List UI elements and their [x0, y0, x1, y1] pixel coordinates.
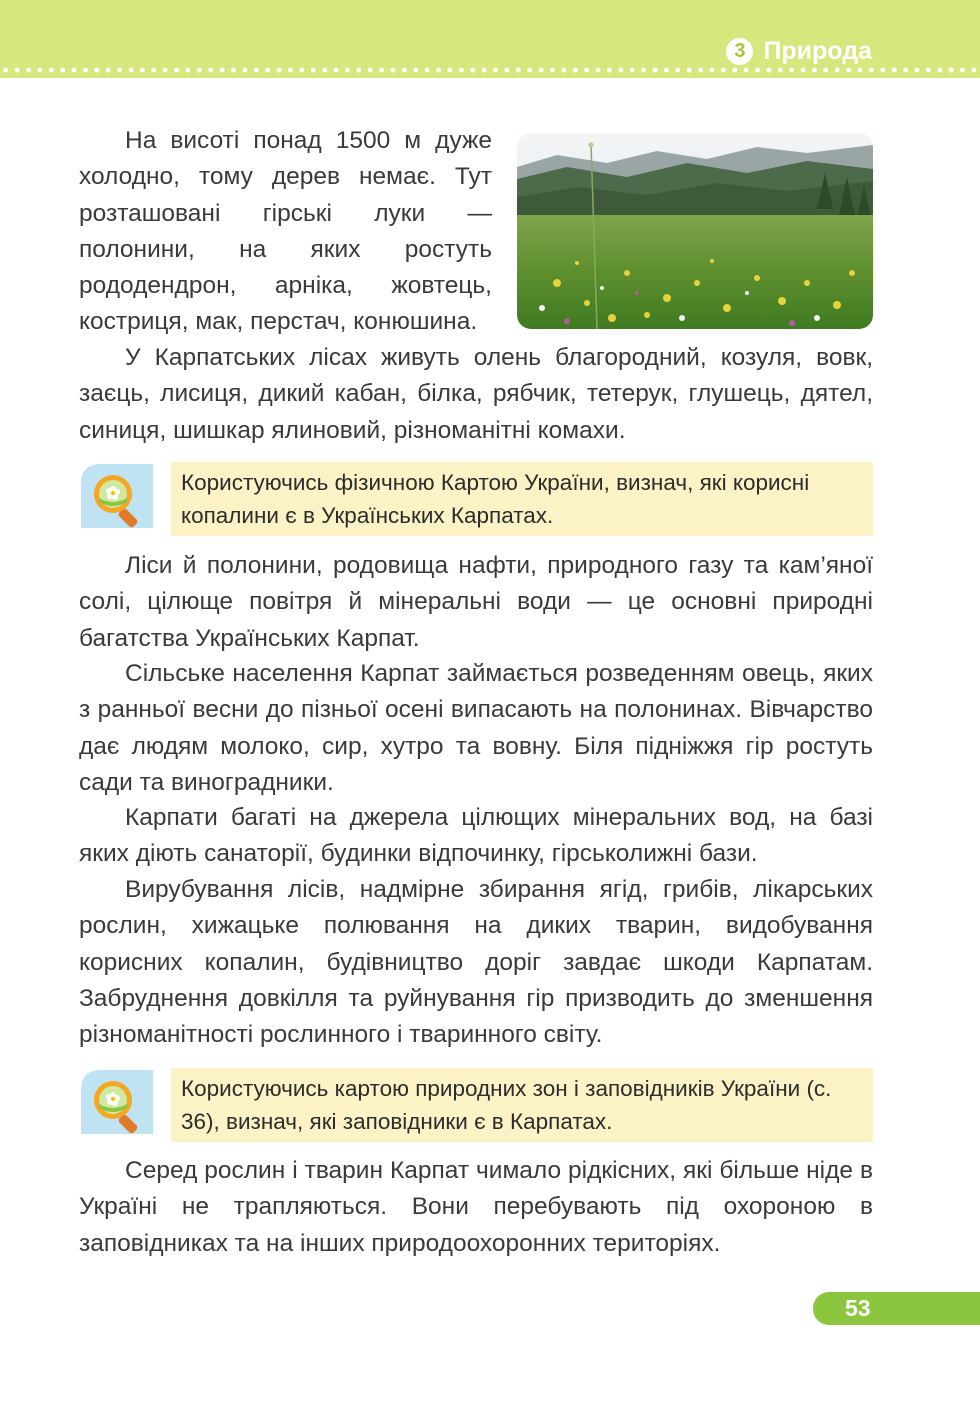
chapter-header [0, 0, 980, 78]
paragraph-meadows: На висоті понад 1500 м дуже холодно, тому дерев немає. Тут розташовані гірські луки — полонини, на яких ростуть рододендрон, арніка, жовтець, костриця, мак, перстач, конюшина. [79, 127, 492, 336]
task-icon [79, 1068, 155, 1136]
task-text-reserves: Користуючись картою природних зон і заповідників України (с. 36), визнач, які заповідники є в Карпатах. [181, 1076, 832, 1134]
header-dotted-line [0, 66, 980, 74]
task-box-minerals [171, 462, 873, 536]
task-icon [79, 462, 155, 530]
chapter-title [726, 34, 872, 68]
paragraph-threats: Вирубування лісів, надмірне збирання ягід, грибів, лікарських рослин, хижацьке полювання на диких тварин, видобування корисних копалин, будівництво доріг завдає шкоди Карпатам. Забруднення довкілля та руйнування гір призводить до зменшення різноманітності рослинного і тваринного світу. [79, 876, 873, 1049]
paragraph-population: Сільське населення Карпат займається розведенням овець, яких з ранньої весни до пізньої осені випасають на полонинах. Вівчарство дає людям молоко, сир, хутро та вовну. Біля підніжжя гір ростуть сади та виноградники. [79, 660, 873, 796]
task-text-minerals: Користуючись фізичною Картою України, визнач, які корисні копалини є в Українських Карпатах. [181, 470, 810, 528]
paragraph-mineral-waters: Карпати багаті на джерела цілющих мінеральних вод, на базі яких діють санаторії, будинки відпочинку, гірськолижні бази. [79, 804, 873, 868]
task-box-reserves [171, 1068, 873, 1142]
chapter-number-badge: 3 [726, 38, 753, 65]
paragraph-animals: У Карпатських лісах живуть олень благородний, козуля, вовк, заєць, лисиця, дикий кабан, білка, рябчик, тетерук, глушець, дятел, синиця, шишкар ялиновий, різноманітні комахи. [79, 344, 873, 444]
page-number: 53 [813, 1292, 980, 1325]
paragraph-resources: Ліси й полонини, родовища нафти, природного газу та кам’яної солі, цілюще повітря й мінеральні води — це основні природні багатства Українських Карпат. [79, 552, 873, 652]
chapter-title-text: Природа [763, 36, 872, 65]
paragraph-rare-species: Серед рослин і тварин Карпат чимало рідкісних, які більше ніде в Україні не трапляються. Вони перебувають під охороною в заповідниках та на інших природоохоронних територіях. [79, 1157, 873, 1257]
mountain-meadow-photo [517, 133, 873, 329]
